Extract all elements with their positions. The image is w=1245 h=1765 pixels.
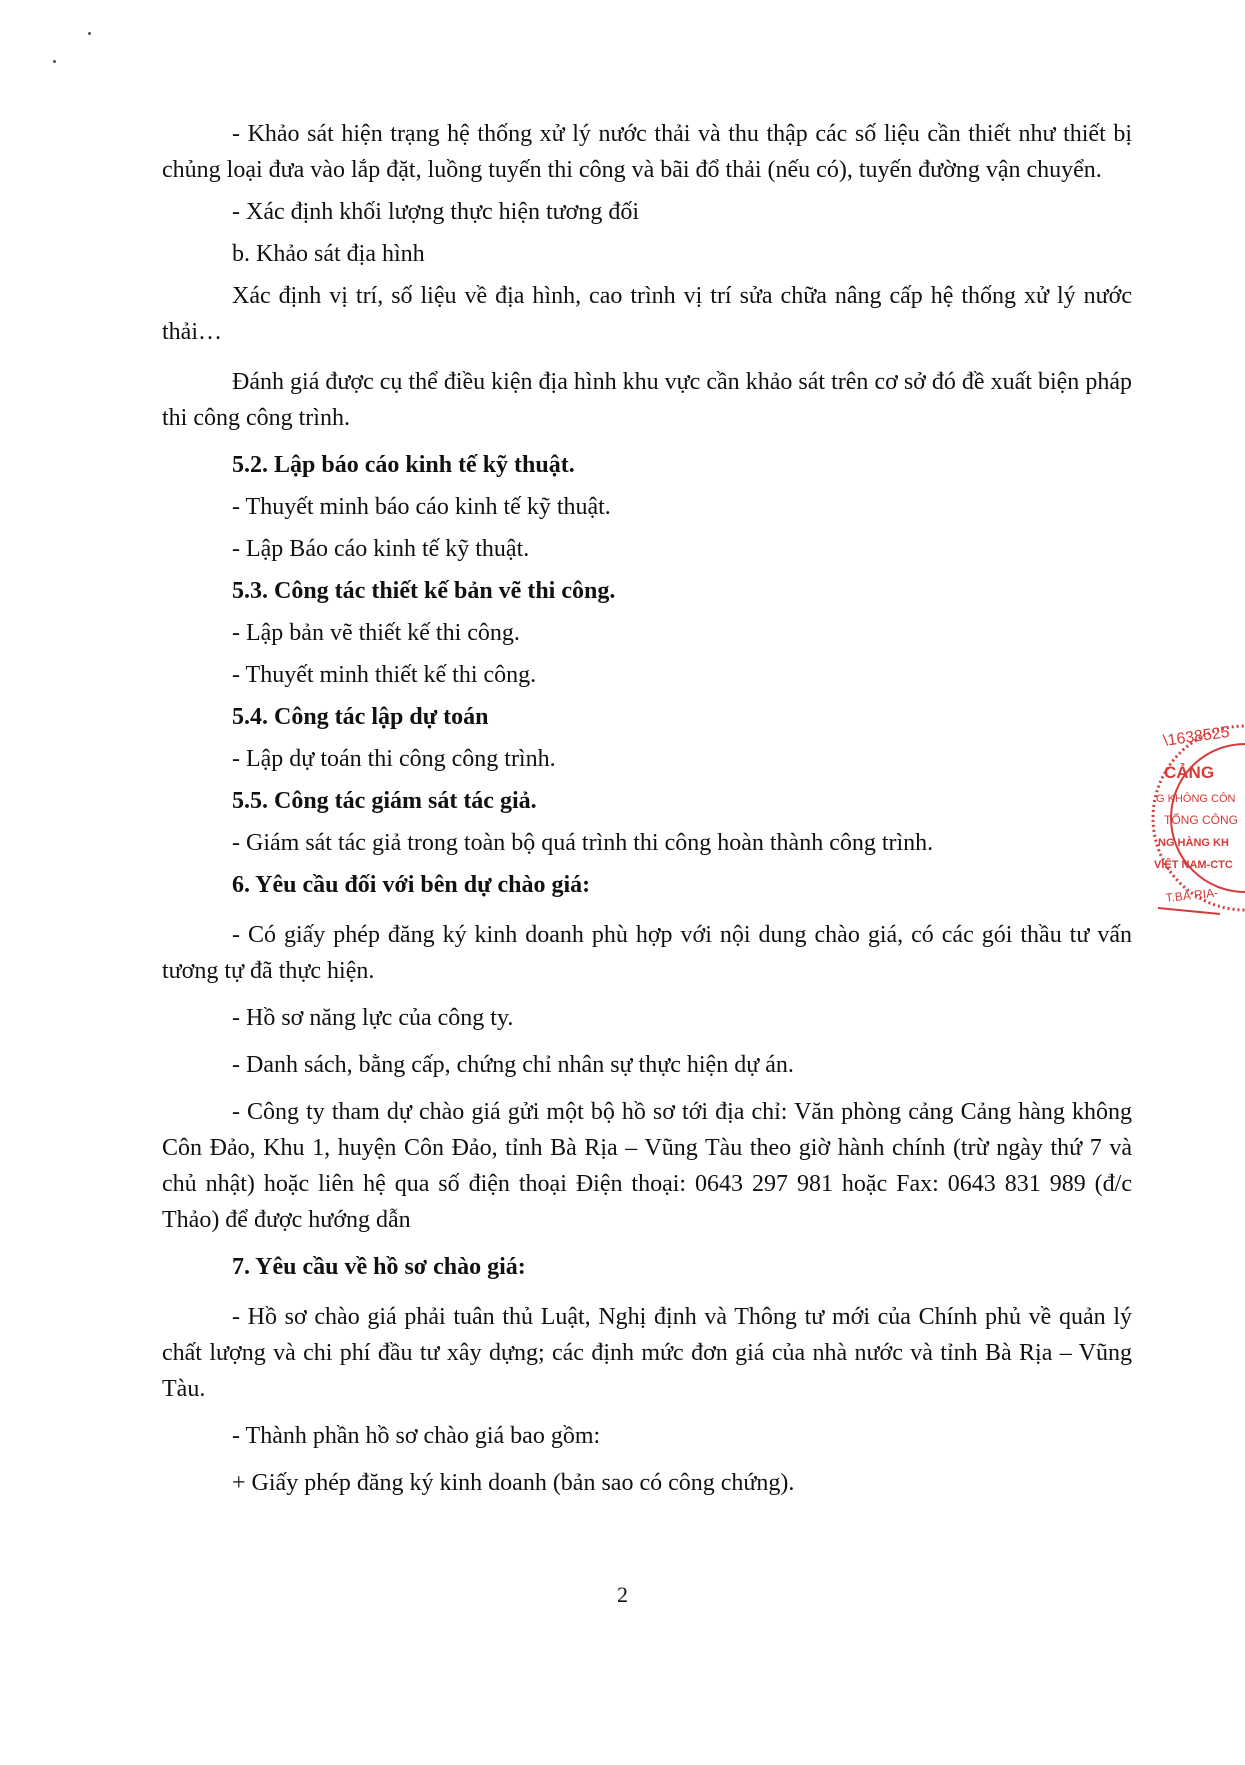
list-item: - Giám sát tác giả trong toàn bộ quá trình thi công hoàn thành công trình.	[232, 830, 934, 856]
list-item: - Danh sách, bằng cấp, chứng chỉ nhân sự thực hiện dự án.	[232, 1052, 794, 1078]
seal-text-1: CẢNG	[1164, 763, 1215, 782]
seal-text-2: G KHÔNG CÔN	[1156, 793, 1236, 805]
scan-speck	[88, 32, 91, 35]
paragraph-survey-current: - Khảo sát hiện trạng hệ thống xử lý nước thải và thu thập các số liệu cần thiết như thiết bị chủng loại đưa vào lắp đặt, luồng tuyến thi công và bãi đổ thải (nếu có), tuyến đường vận chuyển.	[162, 121, 1132, 183]
list-item: - Lập bản vẽ thiết kế thi công.	[232, 620, 520, 646]
heading-5-4: 5.4. Công tác lập dự toán	[232, 704, 489, 730]
paragraph-compliance: - Hồ sơ chào giá phải tuân thủ Luật, Nghị định và Thông tư mới của Chính phủ về quản lý chất lượng và chi phí đầu tư xây dựng; các định mức đơn giá của nhà nước và tỉnh Bà Rịa – Vũng Tàu.	[162, 1304, 1132, 1402]
seal-text-3: TỔNG CÔNG	[1164, 813, 1238, 827]
heading-5-2: 5.2. Lập báo cáo kinh tế kỹ thuật.	[232, 452, 575, 478]
heading-5-5: 5.5. Công tác giám sát tác giả.	[232, 788, 537, 814]
heading-5-3: 5.3. Công tác thiết kế bản vẽ thi công.	[232, 578, 616, 604]
heading-7: 7. Yêu cầu về hồ sơ chào giá:	[232, 1254, 526, 1280]
document-body	[162, 116, 1132, 1501]
page-number: 2	[617, 1582, 628, 1607]
seal-underline	[1158, 908, 1220, 914]
paragraph-submission-address: - Công ty tham dự chào giá gửi một bộ hồ sơ tới địa chỉ: Văn phòng cảng Cảng hàng không Côn Đảo, Khu 1, huyện Côn Đảo, tỉnh Bà Rịa – Vũng Tàu theo giờ hành chính (trừ ngày thứ 7 và chủ nhật) hoặc liên hệ qua số điện thoại Điện thoại: 0643 297 981 hoặc Fax: 0643 831 989 (đ/c Thảo) để được hướng dẫn	[162, 1099, 1132, 1233]
subheading-terrain-survey: b. Khảo sát địa hình	[232, 241, 425, 267]
list-item: - Lập Báo cáo kinh tế kỹ thuật.	[232, 536, 530, 562]
list-item: - Thuyết minh thiết kế thi công.	[232, 662, 537, 688]
list-item: - Thuyết minh báo cáo kinh tế kỹ thuật.	[232, 494, 611, 520]
seal-text-4: NG HÀNG KH	[1158, 837, 1229, 849]
scan-speck	[53, 60, 56, 63]
seal-text-5: VIỆT NAM-CTC	[1154, 859, 1233, 871]
seal-text-6: T.BÀ RỊA-	[1164, 885, 1219, 905]
seal-number: \1638525	[1162, 723, 1231, 750]
paragraph-license-requirement: - Có giấy phép đăng ký kinh doanh phù hợp với nội dung chào giá, có các gói thầu tư vấn tương tự đã thực hiện.	[162, 922, 1132, 984]
official-seal	[1150, 708, 1245, 928]
list-item: - Thành phần hồ sơ chào giá bao gồm:	[232, 1423, 601, 1449]
paragraph-terrain-assessment: Đánh giá được cụ thể điều kiện địa hình khu vực cần khảo sát trên cơ sở đó đề xuất biện pháp thi công công trình.	[162, 369, 1132, 431]
paragraph-terrain-location: Xác định vị trí, số liệu về địa hình, cao trình vị trí sửa chữa nâng cấp hệ thống xử lý nước thải…	[162, 283, 1132, 345]
list-item: - Hồ sơ năng lực của công ty.	[232, 1005, 514, 1031]
list-item: - Lập dự toán thi công công trình.	[232, 746, 556, 772]
list-item: + Giấy phép đăng ký kinh doanh (bản sao có công chứng).	[232, 1470, 795, 1496]
heading-6: 6. Yêu cầu đối với bên dự chào giá:	[232, 872, 591, 898]
paragraph-volume: - Xác định khối lượng thực hiện tương đối	[232, 199, 640, 225]
